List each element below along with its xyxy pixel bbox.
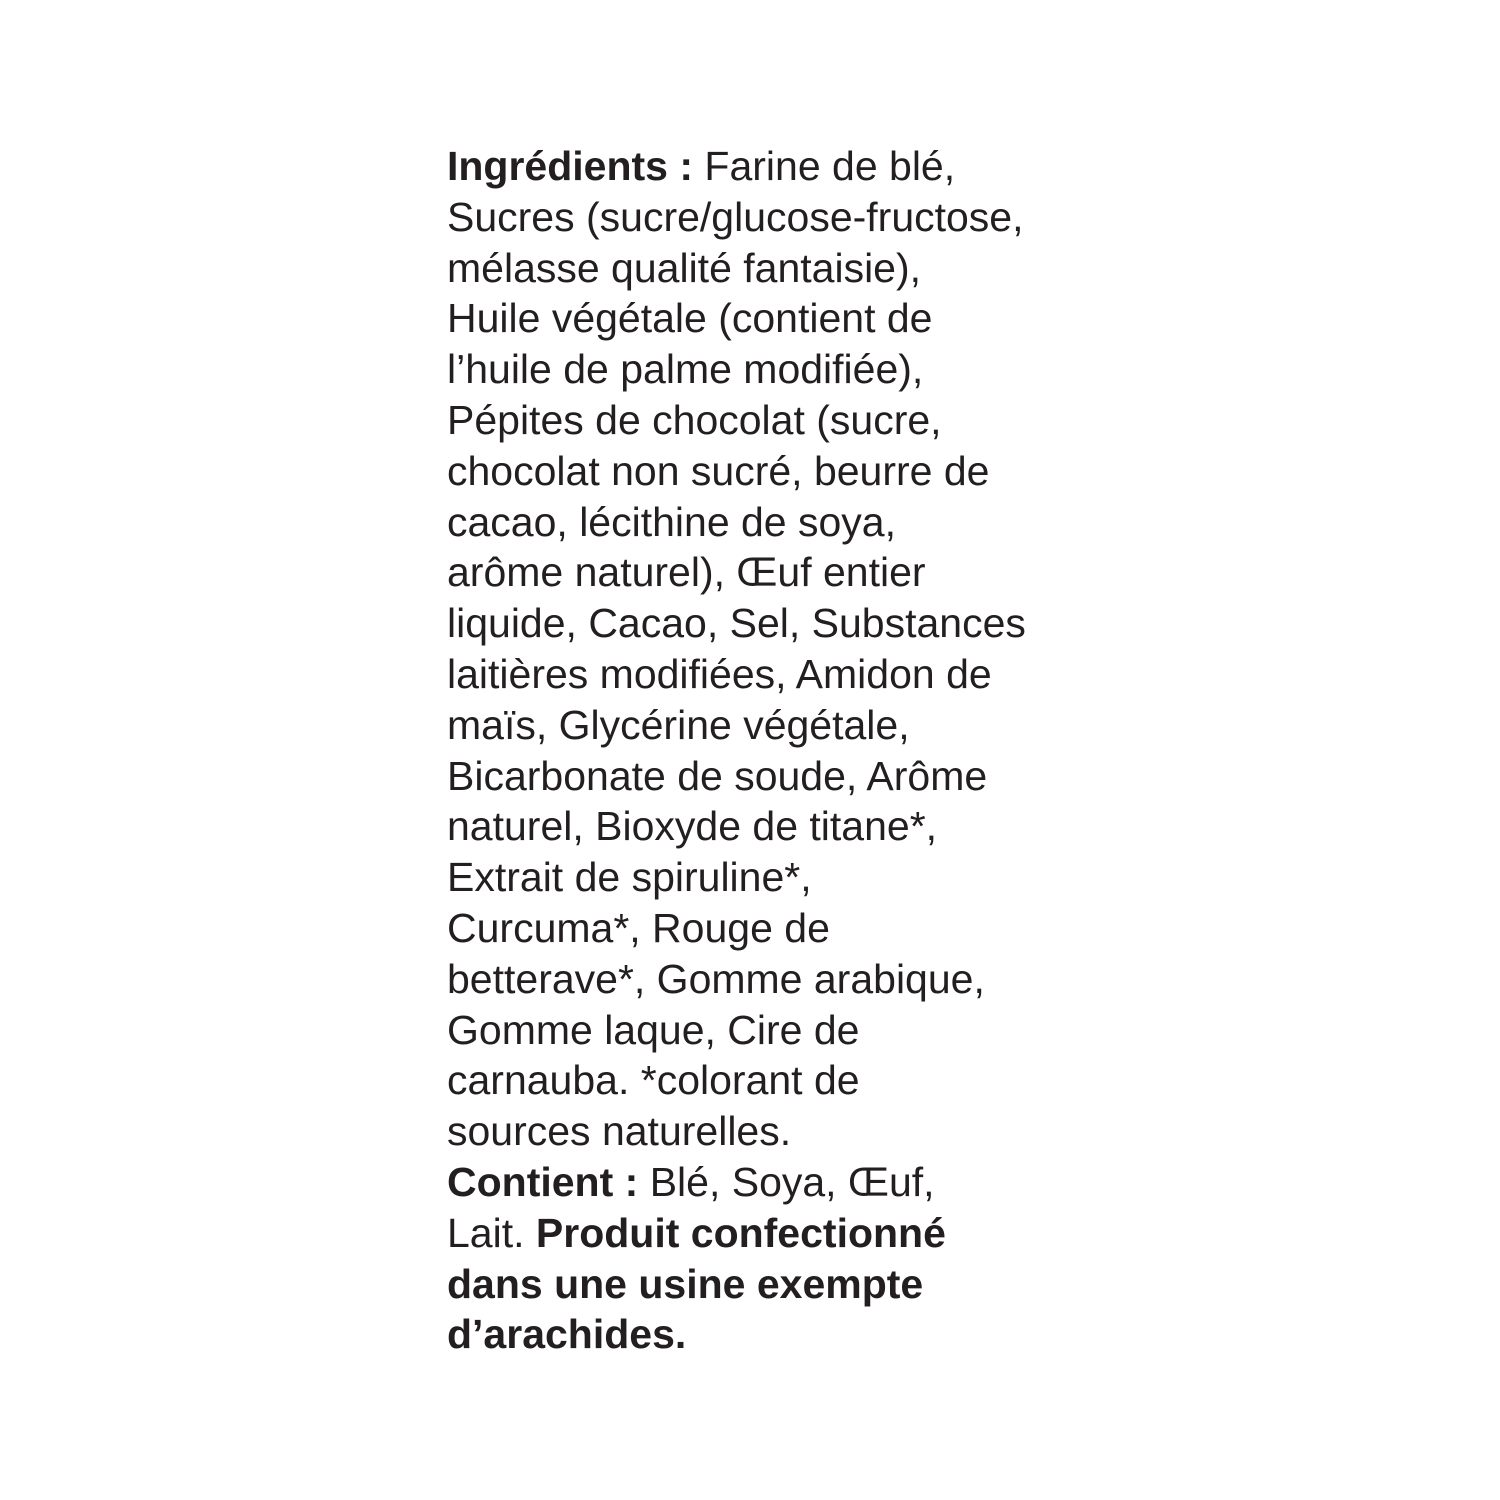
facility-statement-part-2: dans une usine exempte (447, 1260, 924, 1307)
ingredient-label (447, 141, 1087, 1360)
ingredients-heading: Ingrédients : (447, 143, 694, 189)
ingredients-line-12: maïs, Glycérine végétale, (447, 701, 910, 748)
ingredients-line-9: arôme naturel), Œuf entier (447, 549, 926, 596)
ingredients-line-1 (447, 141, 1087, 192)
ingredients-line-16: Curcuma*, Rouge de (447, 904, 830, 951)
ingredients-line-14: naturel, Bioxyde de titane*, (447, 803, 938, 850)
ingredients-line-15: Extrait de spiruline*, (447, 854, 812, 901)
ingredients-line-6: Pépites de chocolat (sucre, (447, 396, 942, 443)
allergens-heading: Contient : (447, 1158, 639, 1205)
facility-statement-part-3: d’arachides. (447, 1311, 687, 1358)
ingredients-line-17: betterave*, Gomme arabique, (447, 955, 985, 1002)
ingredients-line-19: carnauba. *colorant de (447, 1057, 860, 1104)
facility-statement-part-1: Produit confectionné (535, 1209, 946, 1256)
ingredients-line-7: chocolat non sucré, beurre de (447, 447, 990, 494)
ingredients-line-8: cacao, lécithine de soya, (447, 498, 896, 545)
ingredients-line-11: laitières modifiées, Amidon de (447, 650, 992, 697)
ingredients-line-18: Gomme laque, Cire de (447, 1006, 860, 1053)
allergens-line-2 (447, 1208, 1087, 1259)
ingredients-line-2: Sucres (sucre/glucose-fructose, (447, 193, 1024, 240)
ingredients-line-20: sources naturelles. (447, 1108, 792, 1155)
ingredients-line-5: l’huile de palme modifiée), (447, 346, 924, 393)
allergens-list: Blé, Soya, Œuf, (638, 1158, 935, 1205)
ingredients-line-4: Huile végétale (contient de (447, 295, 933, 342)
allergens-line-1 (447, 1157, 1087, 1208)
ingredients-text: Farine de blé, (693, 143, 956, 189)
ingredients-line-3: mélasse qualité fantaisie), (447, 244, 922, 291)
allergens-list-end: Lait. (447, 1209, 536, 1256)
ingredients-line-10: liquide, Cacao, Sel, Substances (447, 600, 1026, 647)
ingredients-line-13: Bicarbonate de soude, Arôme (447, 752, 988, 799)
